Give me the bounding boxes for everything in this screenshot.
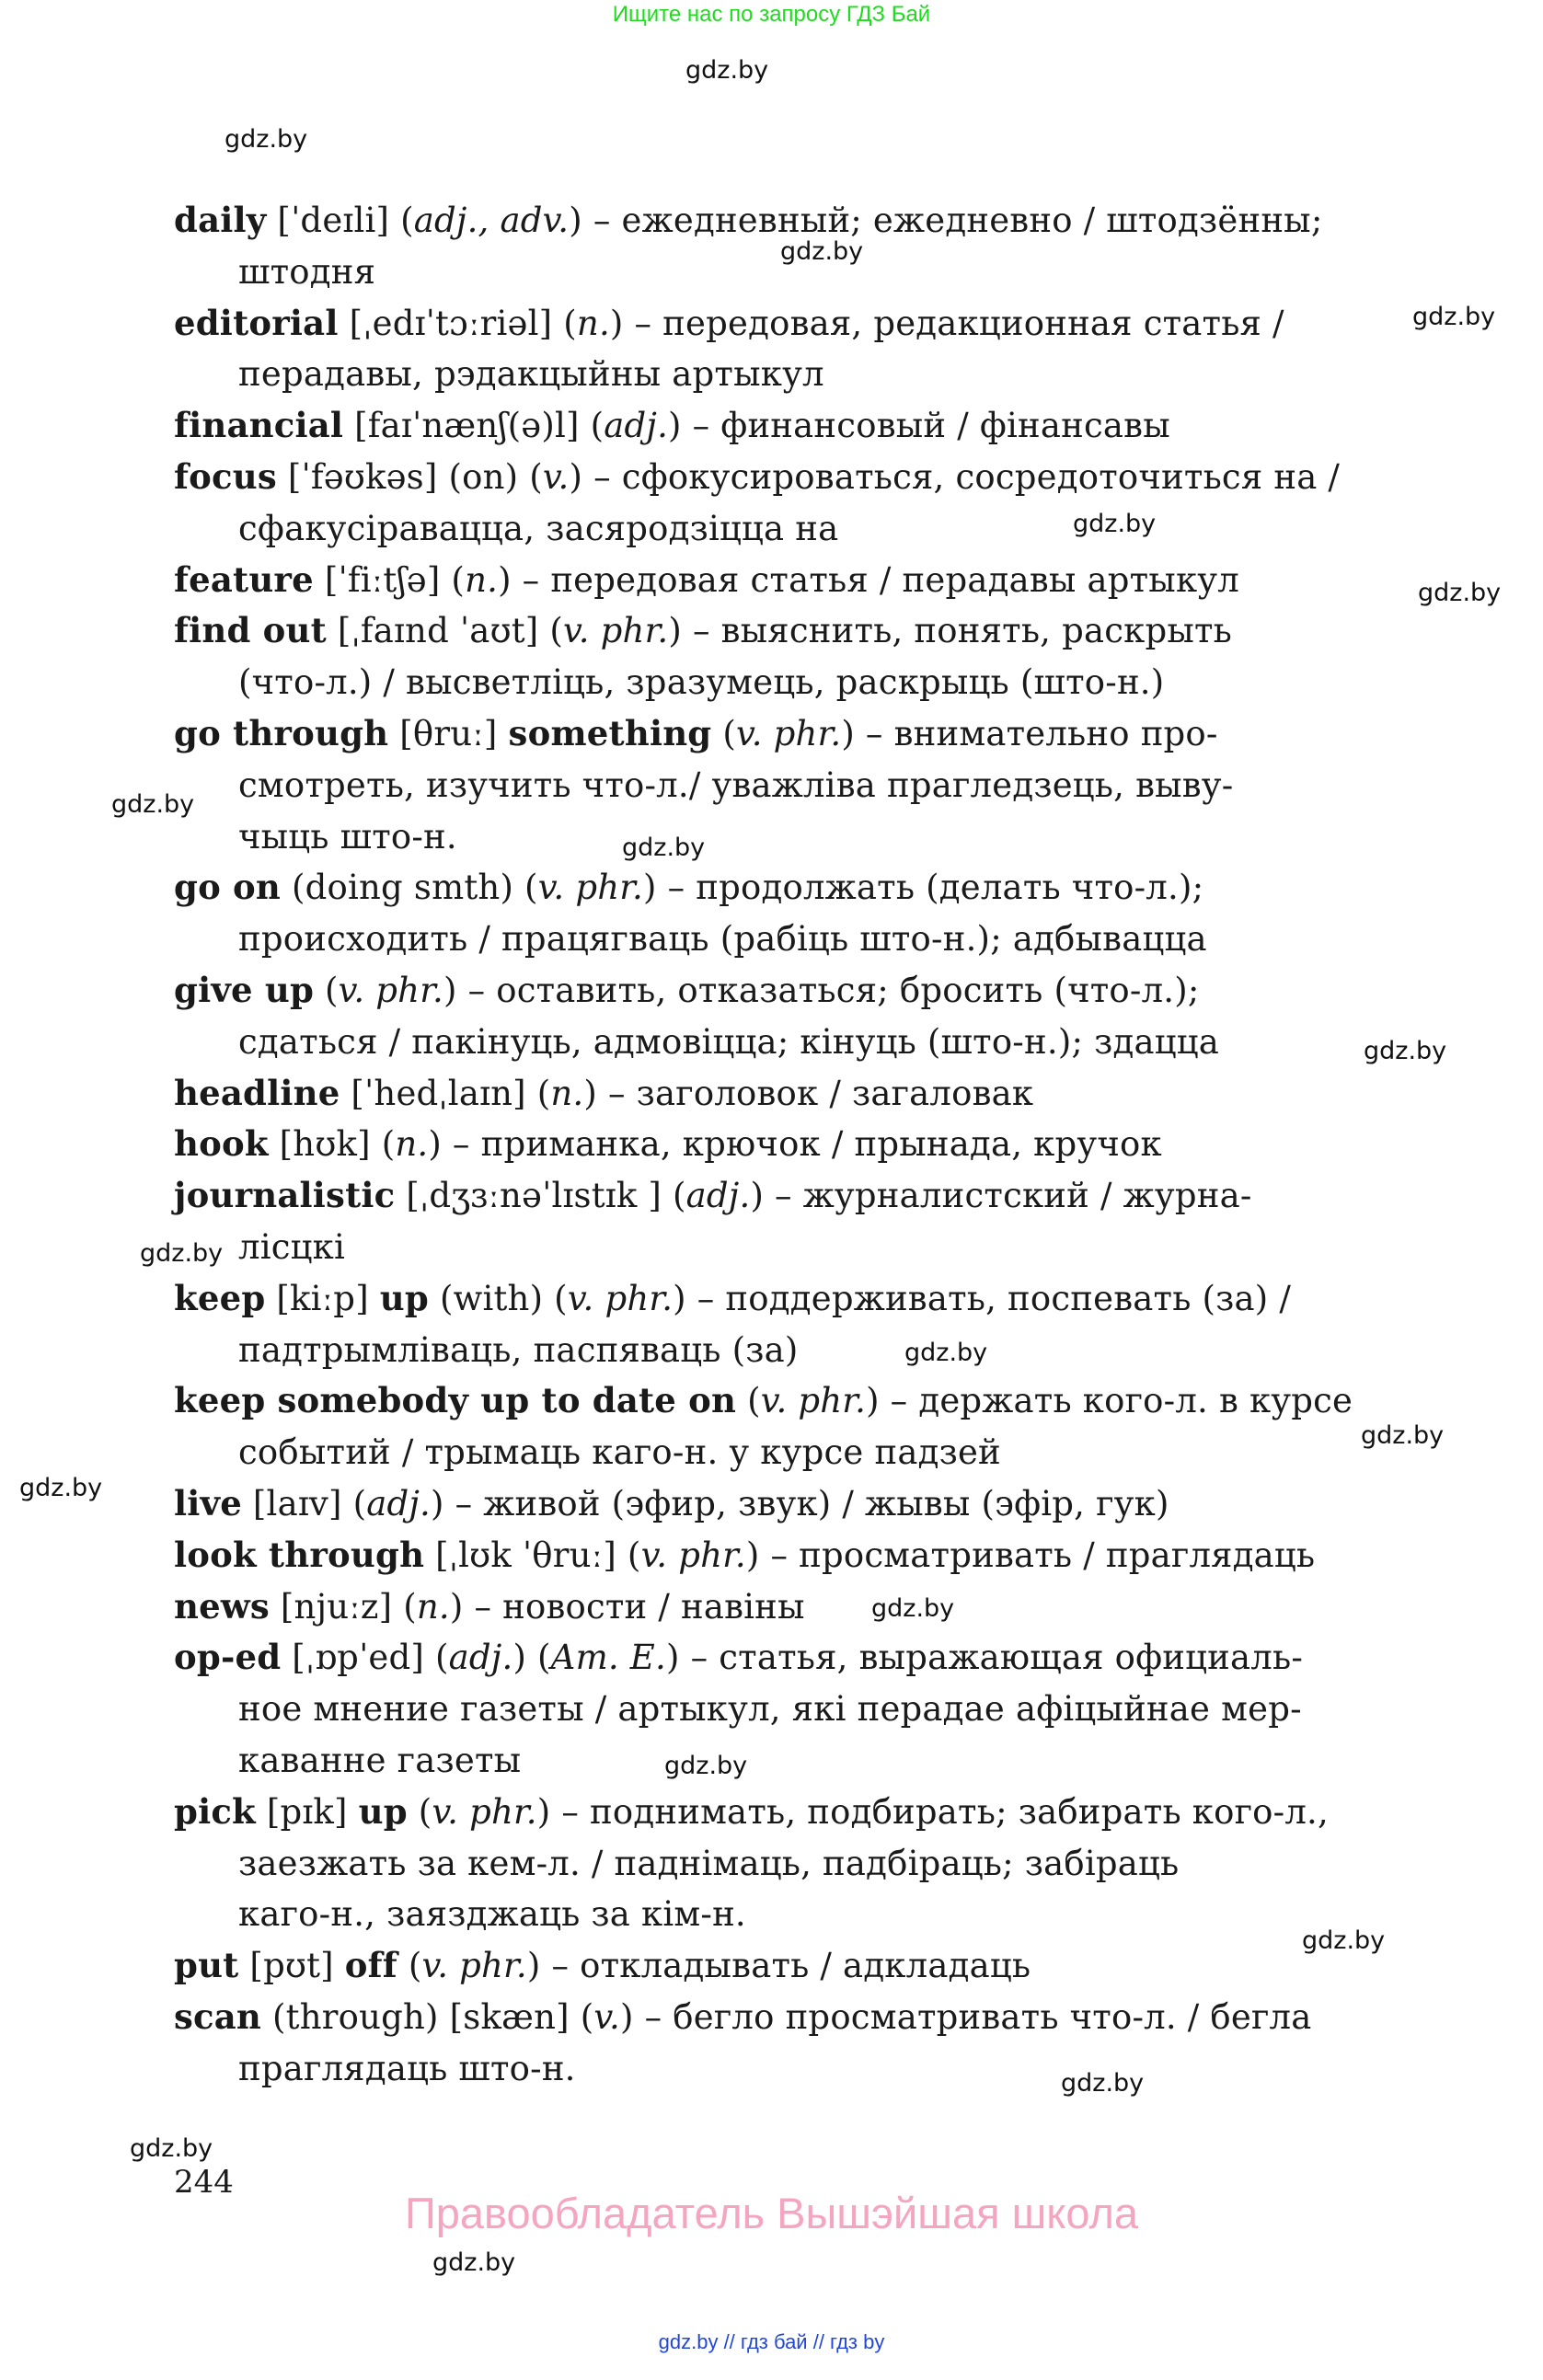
entry-first-line — [174, 555, 1398, 606]
entry-first-line — [174, 195, 1398, 247]
headword: put — [174, 1945, 239, 1986]
glossary-entry — [174, 1581, 1398, 1633]
entry-text: ) – сфокусироваться, сосредоточиться на / — [569, 456, 1341, 497]
headword: live — [174, 1482, 242, 1523]
entry-continuation-line — [238, 1684, 1398, 1735]
entry-text: заезжать за кем-л. / паднімаць, падбіраць; забіраць — [238, 1843, 1180, 1883]
entry-text: ) – заголовок / загаловак — [583, 1073, 1034, 1113]
search-banner: Ищите нас по запросу ГДЗ Бай — [612, 2, 931, 27]
entry-text: ( — [711, 713, 736, 753]
entry-text: (with) ( — [428, 1278, 568, 1318]
entry-text: ) – приманка, крючок / прынада, кручок — [428, 1124, 1162, 1165]
headword: up — [358, 1790, 408, 1832]
watermark: gdz.by — [622, 834, 706, 862]
entry-first-line — [174, 452, 1398, 503]
headword: off — [344, 1945, 397, 1986]
entry-first-line — [174, 1940, 1398, 1992]
watermark: gdz.by — [140, 1239, 224, 1268]
part-of-speech: adj. — [366, 1483, 431, 1523]
entry-continuation-line — [238, 503, 1398, 555]
part-of-speech: v. phr. — [537, 868, 644, 908]
entry-first-line — [174, 862, 1398, 914]
headword: keep somebody up to date on — [174, 1380, 737, 1421]
entry-text: ) – передовая, редакционная статья / — [609, 303, 1284, 343]
entry-first-line — [174, 605, 1398, 657]
glossary-entry — [174, 605, 1398, 708]
entry-text: [hʊk] ( — [268, 1124, 396, 1165]
entry-text: ) – поддерживать, поспевать (за) / — [673, 1278, 1292, 1318]
entry-continuation-line — [238, 2043, 1398, 2095]
entry-text: ) – оставить, отказаться; бросить (что-л.); — [443, 970, 1200, 1010]
entry-text: ) – новости / навіны — [449, 1586, 805, 1627]
headword: hook — [174, 1123, 269, 1165]
part-of-speech: adj. — [685, 1176, 751, 1216]
glossary-entry — [174, 1273, 1398, 1376]
watermark: gdz.by — [685, 56, 769, 85]
glossary-entry — [174, 1632, 1398, 1786]
glossary-entry — [174, 862, 1398, 965]
entry-text: каго-н., заязджаць за кім-н. — [238, 1894, 746, 1935]
entry-text: ) – держать кого-л. в курсе — [866, 1381, 1353, 1421]
rights-holder-notice: Правообладатель Вышэйшая школа — [404, 2189, 1139, 2237]
entry-continuation-line — [238, 1017, 1398, 1068]
entry-first-line — [174, 1170, 1398, 1222]
entry-text: [ˌlʊk ˈθruː] ( — [424, 1535, 641, 1575]
entry-text: каванне газеты — [238, 1740, 522, 1780]
entry-text: (through) [skæn] ( — [261, 1996, 594, 2037]
glossary-entry — [174, 1119, 1398, 1170]
entry-continuation-line — [238, 1735, 1398, 1787]
entry-text: сфакусіравацца, засяродзіцца на — [238, 508, 839, 548]
entry-text: [pʊt] — [238, 1946, 345, 1986]
entry-text: перадавы, рэдакцыйны артыкул — [238, 354, 824, 395]
entry-first-line — [174, 1787, 1398, 1838]
entry-text: ) ( — [512, 1638, 551, 1678]
entry-continuation-line — [238, 760, 1398, 811]
entry-continuation-line — [238, 657, 1398, 708]
entry-text: [njuːz] ( — [269, 1586, 417, 1627]
entry-text: [pɪk] — [255, 1791, 359, 1832]
entry-text: [ˌdʒɜːnəˈlɪstɪk ] ( — [395, 1176, 686, 1216]
watermark: gdz.by — [664, 1752, 748, 1780]
entry-text: ( — [407, 1791, 432, 1832]
entry-text: штодня — [238, 251, 376, 292]
entry-text: чыць што-н. — [238, 816, 457, 857]
entry-first-line — [174, 1581, 1398, 1633]
part-of-speech: n. — [395, 1124, 429, 1165]
headword: go on — [174, 867, 282, 908]
part-of-speech: v. phr. — [338, 970, 443, 1010]
watermark: gdz.by — [871, 1594, 955, 1623]
entry-continuation-line — [238, 1427, 1398, 1478]
entry-continuation-line — [238, 1889, 1398, 1940]
entry-text: ) – ежедневный; ежедневно / штодзённы; — [569, 201, 1323, 240]
part-of-speech: Am. E. — [550, 1638, 666, 1678]
footer-links[interactable]: gdz.by // гдз бай // гдз by — [658, 2330, 885, 2353]
entry-text: смотреть, изучить что-л./ уважліва прагледзець, выву- — [238, 765, 1234, 805]
entry-first-line — [174, 400, 1398, 452]
watermark: gdz.by — [1073, 510, 1157, 538]
headword: news — [174, 1585, 270, 1627]
watermark: gdz.by — [1361, 1421, 1445, 1450]
part-of-speech: v. phr. — [563, 611, 669, 651]
entry-text: праглядаць што-н. — [238, 2048, 576, 2088]
glossary-entry — [174, 1068, 1398, 1120]
headword: up — [379, 1277, 429, 1318]
entry-first-line — [174, 1375, 1398, 1427]
watermark: gdz.by — [130, 2134, 213, 2163]
entry-text: ) – передовая статья / перадавы артыкул — [498, 559, 1239, 600]
entry-text: ) – поднимать, подбирать; забирать кого-л., — [536, 1791, 1329, 1832]
watermark: gdz.by — [904, 1339, 988, 1367]
entry-text: происходить / працягваць (рабіць што-н.); адбывацца — [238, 919, 1207, 960]
watermark: gdz.by — [225, 125, 308, 154]
part-of-speech: v. phr. — [421, 1946, 527, 1986]
entry-text: [ˈdeɪli] ( — [266, 201, 414, 240]
watermark: gdz.by — [1418, 579, 1502, 607]
glossary-entry — [174, 1940, 1398, 1992]
glossary-entry — [174, 965, 1398, 1068]
entry-text: ное мнение газеты / артыкул, які перадае афіцыйнае мер- — [238, 1689, 1302, 1730]
entry-text: (doing smth) ( — [281, 868, 538, 908]
entry-continuation-line — [238, 811, 1398, 863]
headword: give up — [174, 969, 315, 1010]
part-of-speech: n. — [416, 1586, 450, 1627]
part-of-speech: adj. — [604, 406, 669, 446]
part-of-speech: v. — [542, 456, 570, 497]
entry-first-line — [174, 1530, 1398, 1581]
entry-text: ( — [314, 970, 339, 1010]
part-of-speech: n. — [550, 1073, 584, 1113]
watermark: gdz.by — [19, 1474, 103, 1502]
headword: find out — [174, 610, 327, 651]
entry-text: ( — [397, 1946, 422, 1986]
entry-continuation-line — [238, 1325, 1398, 1376]
entry-text: падтрымліваць, паспяваць (за) — [238, 1329, 799, 1370]
glossary-entry — [174, 1787, 1398, 1940]
glossary-entry — [174, 1478, 1398, 1530]
entry-text: сдаться / пакінуць, адмовіцца; кінуць (што-н.); здацца — [238, 1021, 1219, 1062]
entry-continuation-line — [238, 349, 1398, 400]
glossary-entry — [174, 1170, 1398, 1273]
entry-text: [ˈfiːtʃə] ( — [313, 559, 466, 600]
entry-text: [kiːp] — [265, 1278, 380, 1318]
entry-first-line — [174, 1119, 1398, 1170]
part-of-speech: v. phr. — [760, 1381, 867, 1421]
part-of-speech: adj., adv. — [413, 201, 570, 240]
entry-first-line — [174, 1273, 1398, 1325]
glossary-entry — [174, 555, 1398, 606]
entry-text: [ˌfaɪnd ˈaʊt] ( — [326, 611, 564, 651]
headword: journalistic — [174, 1175, 396, 1216]
part-of-speech: v. phr. — [567, 1278, 674, 1318]
watermark: gdz.by — [780, 237, 864, 266]
entry-continuation-line — [238, 914, 1398, 965]
glossary-entry — [174, 452, 1398, 555]
entry-text: [laɪv] ( — [241, 1483, 367, 1523]
headword: look through — [174, 1534, 425, 1575]
headword: pick — [174, 1790, 256, 1832]
entry-text: [ˈhedˌlaɪn] ( — [340, 1073, 551, 1113]
page-number: 244 — [174, 2164, 234, 2201]
glossary-entry — [174, 1530, 1398, 1581]
headword: financial — [174, 405, 344, 446]
headword: go through — [174, 712, 389, 753]
entry-first-line — [174, 1992, 1398, 2043]
part-of-speech: v. phr. — [432, 1791, 537, 1832]
glossary-entry — [174, 708, 1398, 862]
headword: op-ed — [174, 1637, 282, 1678]
glossary-entry — [174, 195, 1398, 298]
watermark: gdz.by — [1302, 1926, 1386, 1955]
entry-text: ) – просматривать / праглядаць — [745, 1535, 1316, 1575]
glossary-entry — [174, 1992, 1398, 2095]
part-of-speech: v. phr. — [735, 713, 842, 753]
entry-text: [ˌɒpˈed] ( — [281, 1638, 449, 1678]
entry-text: лісцкі — [238, 1226, 346, 1267]
entry-text: ) – бегло просматривать что-л. / бегла — [620, 1996, 1312, 2037]
entry-continuation-line — [238, 1838, 1398, 1890]
watermark: gdz.by — [111, 790, 195, 819]
headword: keep — [174, 1277, 266, 1318]
entry-first-line — [174, 298, 1398, 350]
headword: daily — [174, 200, 267, 240]
entry-first-line — [174, 1478, 1398, 1530]
watermark: gdz.by — [432, 2248, 516, 2277]
part-of-speech: v. phr. — [640, 1535, 746, 1575]
part-of-speech: n. — [576, 303, 610, 343]
entry-text: ) – выяснить, понять, раскрыть — [668, 611, 1233, 651]
headword: headline — [174, 1072, 340, 1113]
headword: scan — [174, 1995, 262, 2037]
entry-text: [faɪˈnænʃ(ə)l] ( — [343, 406, 605, 446]
entry-continuation-line — [238, 247, 1398, 298]
entry-text: ) – живой (эфир, звук) / жывы (эфір, гук) — [431, 1483, 1169, 1523]
entry-continuation-line — [238, 1222, 1398, 1273]
entry-text: ) – журналистский / журна- — [750, 1176, 1252, 1216]
entry-text: (что-л.) / высветліць, зразумець, раскрыць (што-н.) — [238, 662, 1165, 703]
headword: something — [508, 712, 712, 753]
watermark: gdz.by — [1412, 303, 1496, 331]
headword: focus — [174, 455, 277, 497]
glossary-list — [174, 195, 1398, 2094]
entry-first-line — [174, 1632, 1398, 1684]
glossary-entry — [174, 298, 1398, 401]
glossary-entry — [174, 400, 1398, 452]
entry-text: [θruː] — [388, 713, 509, 753]
headword: feature — [174, 558, 314, 600]
entry-text: ) – статья, выражающая официаль- — [665, 1638, 1304, 1678]
entry-text: событий / трымаць каго-н. у курсе падзей — [238, 1432, 1001, 1473]
entry-text: [ˈfəʊkəs] (on) ( — [276, 456, 543, 497]
watermark: gdz.by — [1364, 1037, 1447, 1065]
entry-text: [ˌedɪˈtɔːriəl] ( — [338, 303, 577, 343]
part-of-speech: n. — [465, 559, 499, 600]
entry-text: ) – финансовый / фінансавы — [668, 406, 1170, 446]
entry-first-line — [174, 708, 1398, 760]
part-of-speech: v. — [593, 1996, 621, 2037]
headword: editorial — [174, 302, 339, 343]
entry-first-line — [174, 965, 1398, 1017]
entry-first-line — [174, 1068, 1398, 1120]
glossary-entry — [174, 1375, 1398, 1478]
part-of-speech: adj. — [448, 1638, 513, 1678]
entry-text: ) – внимательно про- — [841, 713, 1218, 753]
entry-text: ( — [736, 1381, 761, 1421]
entry-text: ) – продолжать (делать что-л.); — [643, 868, 1204, 908]
watermark: gdz.by — [1061, 2069, 1145, 2098]
entry-text: ) – откладывать / адкладаць — [526, 1946, 1031, 1986]
